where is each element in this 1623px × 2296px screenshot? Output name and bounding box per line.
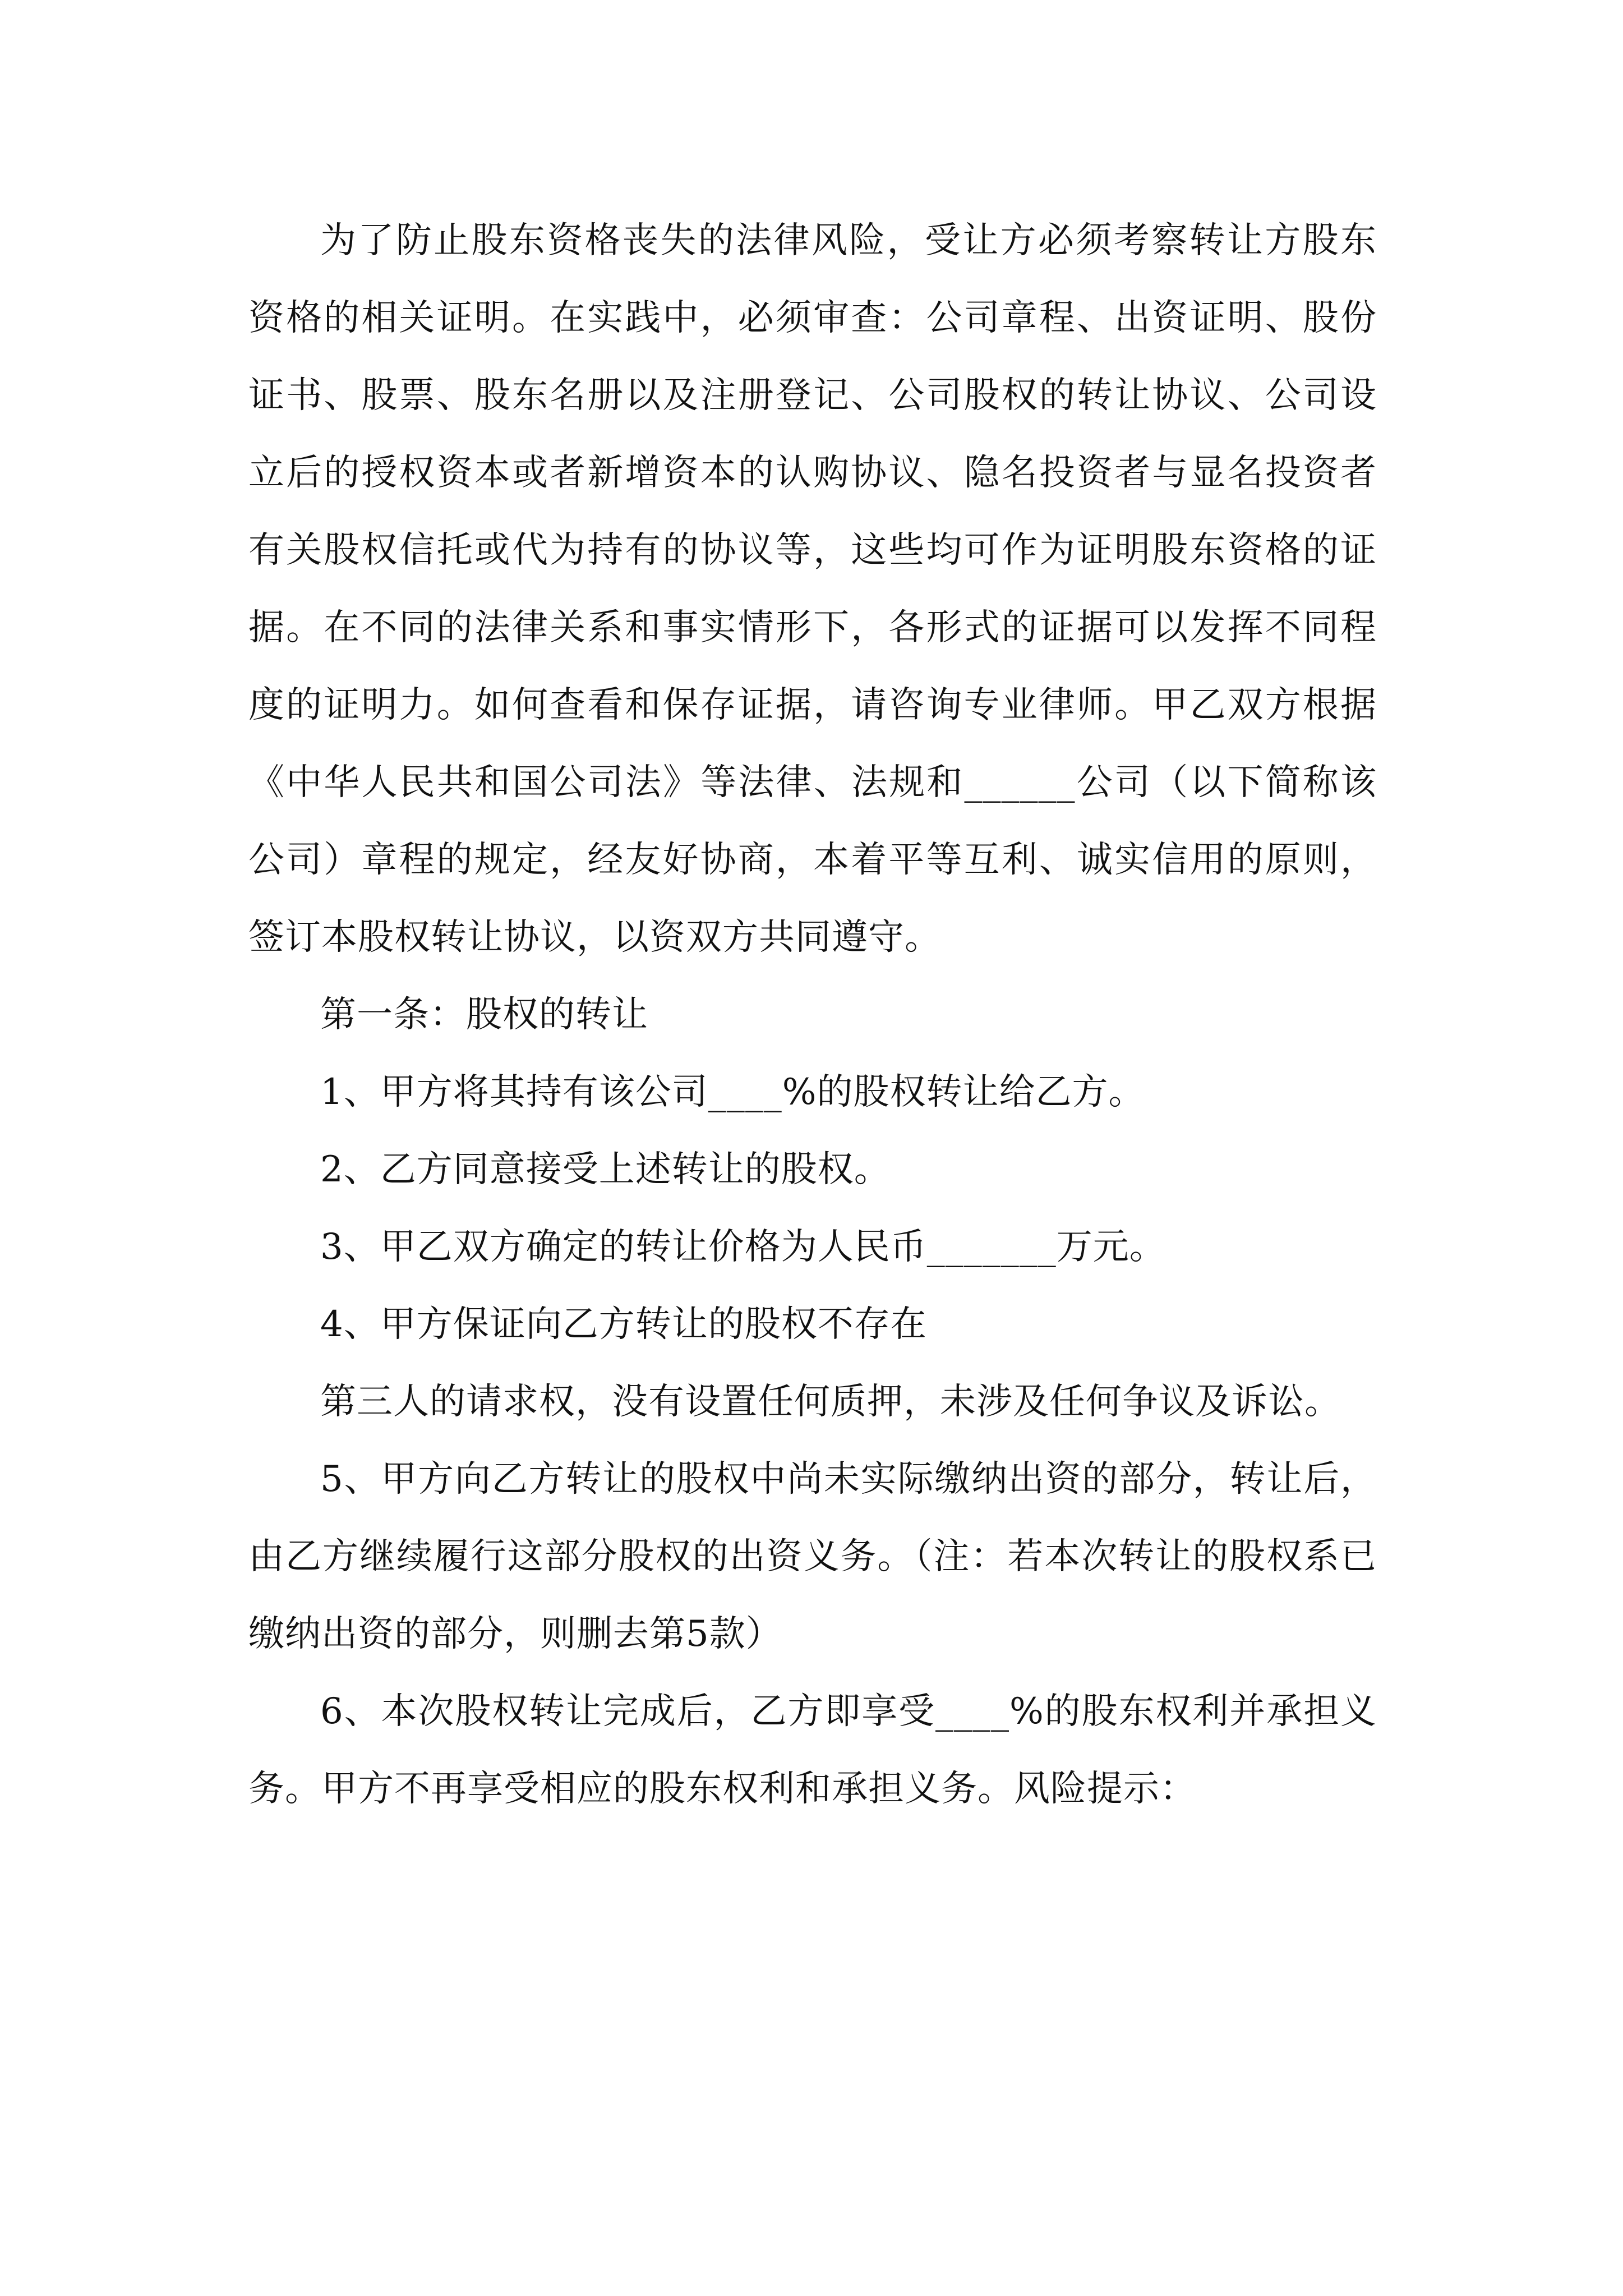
clause-2: 2、乙方同意接受上述转让的股权。 bbox=[320, 1149, 891, 1190]
clause-4: 4、甲方保证向乙方转让的股权不存在 bbox=[320, 1304, 927, 1345]
clause-6: 6、本次股权转让完成后，乙方即享受____%的股东权利并承担义务。甲方不再享受相应的股东权利和承担义务。风险提示： bbox=[248, 1691, 1377, 1810]
article-one-heading: 第一条：股权的转让 bbox=[320, 994, 648, 1036]
document-body bbox=[248, 202, 1377, 1828]
clause-3: 3、甲乙双方确定的转让价格为人民币_______万元。 bbox=[320, 1226, 1166, 1268]
intro-paragraph: 为了防止股东资格丧失的法律风险，受让方必须考察转让方股东资格的相关证明。在实践中，必须审查：公司章程、出资证明、股份证书、股票、股东名册以及注册登记、公司股权的转让协议、公司设立后的授权资本或者新增资本的认购协议、隐名投资者与显名投资者有关股权信托或代为持有的协议等，这些均可作为证明股东资格的证据。在不同的法律关系和事实情形下，各形式的证据可以发挥不同程度的证明力。如何查看和保存证据，请咨询专业律师。甲乙双方根据《中华人民共和国公司法》等法律、法规和______公司（以下简称该公司）章程的规定，经友好协商，本着平等互利、诚实信用的原则，签订本股权转让协议，以资双方共同遵守。 bbox=[248, 220, 1377, 958]
clause-1: 1、甲方将其持有该公司____%的股权转让给乙方。 bbox=[320, 1071, 1145, 1113]
clause-5: 5、甲方向乙方转让的股权中尚未实际缴纳出资的部分，转让后，由乙方继续履行这部分股权的出资义务。（注：若本次转让的股权系已缴纳出资的部分，则删去第5款） bbox=[248, 1458, 1377, 1655]
clause-4-continuation: 第三人的请求权，没有设置任何质押，未涉及任何争议及诉讼。 bbox=[320, 1381, 1341, 1423]
